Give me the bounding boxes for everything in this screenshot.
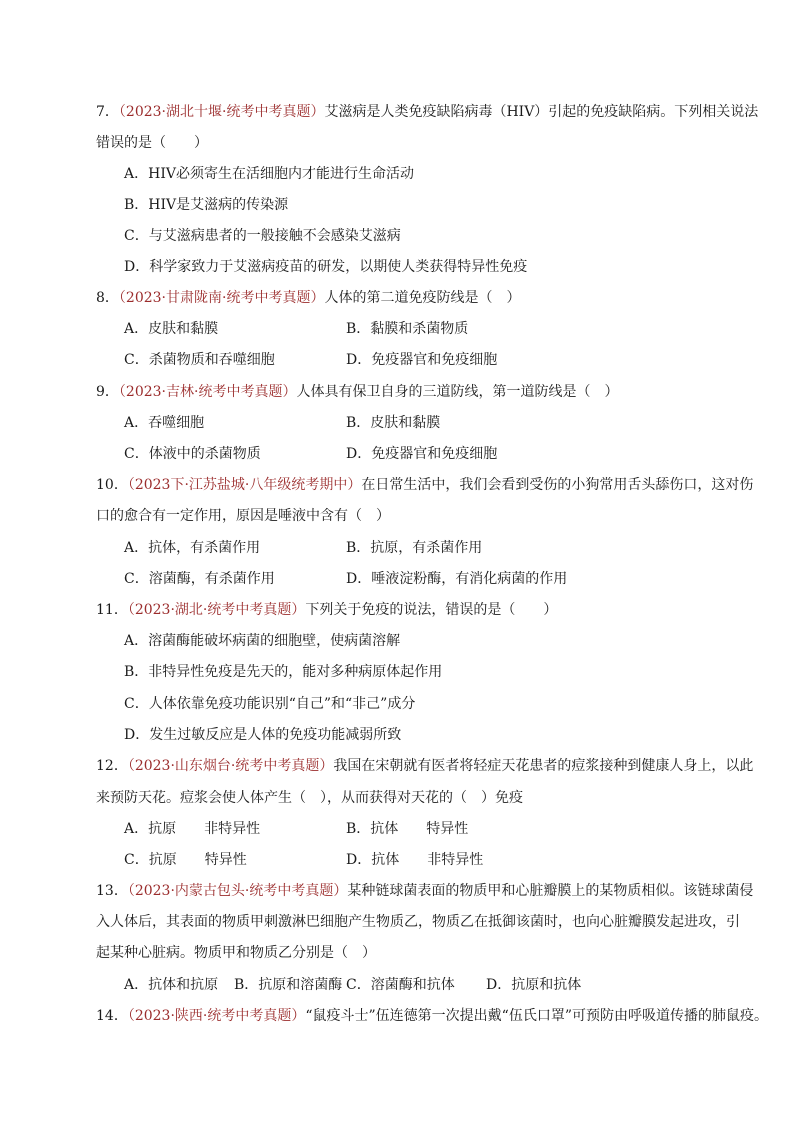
question-14-stem (96, 1007, 768, 1025)
question-7-option-c: C．与艾滋病患者的一般接触不会感染艾滋病 (124, 228, 401, 244)
question-8-option-c: C．杀菌物质和吞噬细胞 (124, 352, 275, 368)
question-source: （2023下·江苏盐城·八年级统考期中） (127, 477, 362, 493)
question-11-option-b: B．非特异性免疫是先天的，能对多种病原体起作用 (124, 664, 443, 680)
question-7-option-d: D．科学家致力于艾滋病疫苗的研发，以期使人类获得特异性免疫 (124, 259, 528, 275)
question-9-stem (96, 383, 618, 401)
question-13-option-d: D．抗原和抗体 (486, 977, 582, 993)
question-text: 艾滋病是人类免疫缺陷病毒（HIV）引起的免疫缺陷病。下列相关说法 (324, 104, 759, 120)
question-7-stem-cont: 错误的是（ ） (96, 135, 208, 151)
question-7-stem (96, 103, 758, 121)
question-12-option-d: D．抗体 非特异性 (346, 852, 484, 868)
question-12-option-b: B．抗体 特异性 (346, 821, 469, 837)
question-source: （2023·内蒙古包头·统考中考真题） (127, 883, 348, 899)
question-text: 人体的第二道免疫防线是（ ） (324, 290, 521, 306)
question-10-stem-cont: 口的愈合有一定作用，原因是唾液中含有（ ） (96, 508, 390, 524)
question-13-option-b: B．抗原和溶菌酶 (234, 977, 343, 993)
question-number: 11． (96, 602, 128, 618)
question-8-option-b: B．黏膜和杀菌物质 (346, 321, 469, 337)
question-10-stem (96, 476, 753, 494)
question-10-option-c: C．溶菌酶，有杀菌作用 (124, 571, 275, 587)
question-number: 12． (96, 758, 128, 774)
question-13-stem (96, 882, 753, 900)
question-source: （2023·湖北·统考中考真题） (127, 602, 306, 618)
question-source: （2023·吉林·统考中考真题） (118, 384, 297, 400)
question-number: 7． (96, 104, 119, 120)
question-text: 某种链球菌表面的物质甲和心脏瓣膜上的某物质相似。该链球菌侵 (347, 883, 754, 899)
question-10-option-d: D．唾液淀粉酶，有消化病菌的作用 (346, 571, 568, 587)
question-8-option-a: A．皮肤和黏膜 (124, 321, 219, 337)
question-12-stem (96, 757, 753, 775)
question-source: （2023·甘肃陇南·统考中考真题） (118, 290, 325, 306)
question-12-option-c: C．抗原 特异性 (124, 852, 247, 868)
question-8-stem (96, 289, 520, 307)
question-10-option-b: B．抗原，有杀菌作用 (346, 540, 483, 556)
question-number: 14． (96, 1008, 128, 1024)
question-13-option-c: C．溶菌酶和抗体 (346, 977, 455, 993)
question-number: 13． (96, 883, 128, 899)
question-text: “鼠疫斗士”伍连德第一次提出戴“伍氏口罩”可预防由呼吸道传播的肺鼠疫。 (305, 1008, 768, 1024)
question-number: 9． (96, 384, 119, 400)
question-text: 下列关于免疫的说法，错误的是（ ） (305, 602, 558, 618)
question-text: 人体具有保卫自身的三道防线，第一道防线是（ ） (296, 384, 619, 400)
question-source: （2023·湖北十堰·统考中考真题） (118, 104, 325, 120)
question-11-option-a: A．溶菌酶能破坏病菌的细胞壁，使病菌溶解 (124, 633, 401, 649)
question-number: 8． (96, 290, 119, 306)
question-text: 我国在宋朝就有医者将轻症天花患者的痘浆接种到健康人身上，以此 (333, 758, 754, 774)
question-11-option-d: D．发生过敏反应是人体的免疫功能减弱所致 (124, 727, 402, 743)
question-13-stem-cont-2: 起某种心脏病。物质甲和物质乙分别是（ ） (96, 945, 376, 961)
question-number: 10． (96, 477, 128, 493)
question-9-option-d: D．免疫器官和免疫细胞 (346, 446, 498, 462)
question-12-stem-cont: 来预防天花。痘浆会使人体产生（ ），从而获得对天花的（ ）免疫 (96, 790, 523, 806)
question-13-stem-cont: 入人体后，其表面的物质甲刺激淋巴细胞产生物质乙，物质乙在抵御该菌时，也向心脏瓣膜发起进攻，引 (96, 914, 740, 930)
question-12-option-a: A．抗原 非特异性 (124, 821, 261, 837)
question-7-option-a: A．HIV必须寄生在活细胞内才能进行生命活动 (124, 166, 414, 182)
question-source: （2023·山东烟台·统考中考真题） (127, 758, 334, 774)
question-7-option-b: B．HIV是艾滋病的传染源 (124, 197, 289, 213)
question-9-option-a: A．吞噬细胞 (124, 415, 205, 431)
question-10-option-a: A．抗体，有杀菌作用 (124, 540, 261, 556)
question-13-option-a: A．抗体和抗原 (124, 977, 219, 993)
question-9-option-c: C．体液中的杀菌物质 (124, 446, 261, 462)
question-text: 在日常生活中，我们会看到受伤的小狗常用舌头舔伤口，这对伤 (361, 477, 754, 493)
question-11-option-c: C．人体依靠免疫功能识别“自己”和“非己”成分 (124, 696, 416, 712)
question-11-stem (96, 601, 557, 619)
question-source: （2023·陕西·统考中考真题） (127, 1008, 306, 1024)
question-8-option-d: D．免疫器官和免疫细胞 (346, 352, 498, 368)
question-9-option-b: B．皮肤和黏膜 (346, 415, 441, 431)
